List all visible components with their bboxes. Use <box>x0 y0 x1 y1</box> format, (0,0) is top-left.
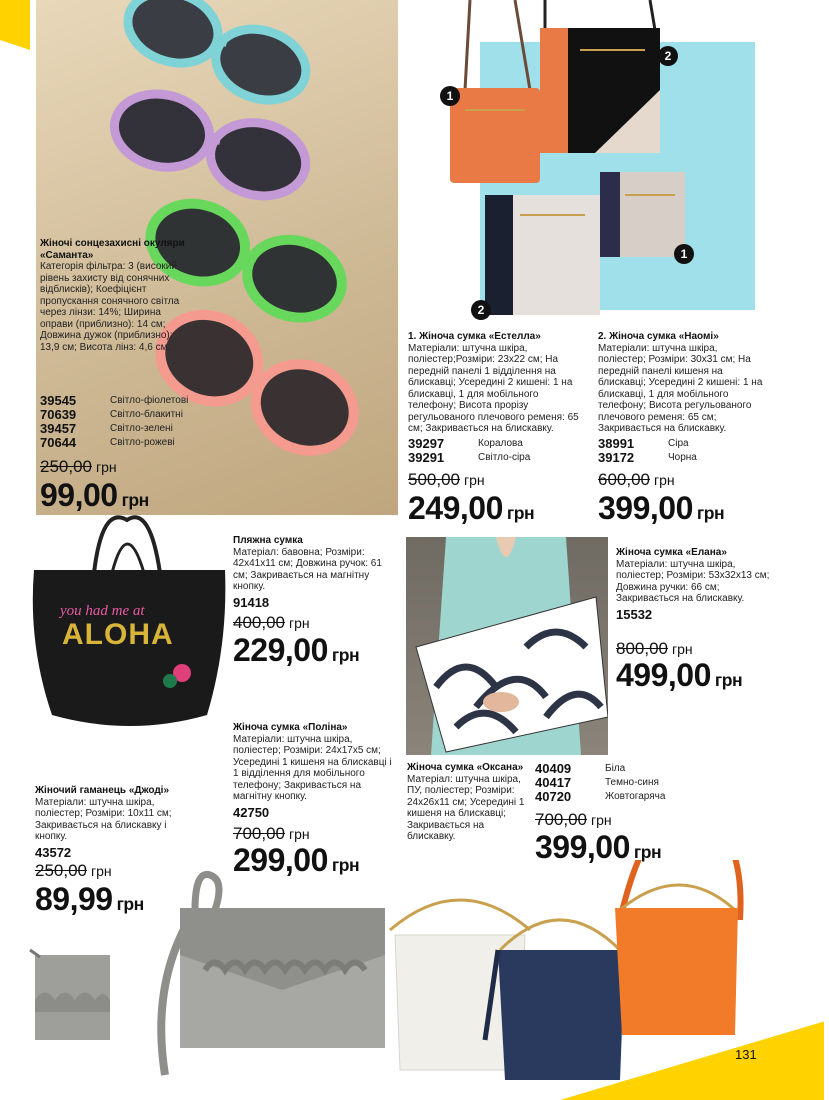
purple-sunglasses <box>106 85 314 204</box>
old-price <box>616 640 693 658</box>
new-price-value: 89,99 <box>35 881 113 917</box>
badge-number: 1 <box>674 244 694 264</box>
old-price <box>40 458 117 476</box>
yellow-corner-top <box>0 0 30 50</box>
product-code: 91418 <box>233 594 270 610</box>
variant-code: 39545 <box>40 393 77 408</box>
product-description: Матеріали: штучна шкіра, поліестер; Розміри: 10x11 см; Закривається на блискавку і кнопку. <box>35 796 172 842</box>
currency: грн <box>591 812 612 828</box>
new-price <box>598 491 724 530</box>
variant-code: 40720 <box>535 789 572 804</box>
variant-code: 39172 <box>598 449 635 465</box>
currency: грн <box>116 894 144 914</box>
jodi-wallet <box>30 950 110 1040</box>
variant-code: 70639 <box>40 407 77 422</box>
currency: грн <box>506 503 535 523</box>
oksana-variants <box>535 762 685 804</box>
old-price-value: 600,00 <box>598 470 650 489</box>
old-price-value: 700,00 <box>233 824 285 843</box>
variant-name: Світло-блакитні <box>110 409 183 420</box>
variant-name: Сіра <box>668 437 689 449</box>
currency: грн <box>331 645 360 665</box>
coral-bag <box>450 88 540 183</box>
variant-code: 40409 <box>535 761 572 776</box>
badge-number: 2 <box>471 300 491 320</box>
new-price-value: 399,00 <box>598 490 693 526</box>
currency: грн <box>331 855 360 875</box>
polina-info <box>233 722 393 820</box>
product-code: 43572 <box>35 844 72 860</box>
currency: грн <box>696 503 725 523</box>
product-title: Жіноча сумка «Оксана» <box>407 762 524 773</box>
currency: грн <box>121 490 149 510</box>
product-description: Матеріали: штучна шкіра, поліестер;Розміри: 23x22 см; На передній панелі 1 відділення на блискавці; Усередині 2 кишені: 1 на блискавці, 1 для мобільного телефону; Висота прорізу регульованого плечового ременя: 65 см; Закривається на блискавку. <box>408 342 579 434</box>
variant-name: Жовтогаряча <box>605 791 666 802</box>
elana-illustration <box>406 537 608 755</box>
variant-code: 70644 <box>40 435 77 450</box>
old-price <box>598 471 675 489</box>
oksana-orange-bag <box>615 860 741 1035</box>
old-price-value: 250,00 <box>35 861 87 880</box>
old-price <box>408 471 485 489</box>
page-number: 131 <box>735 1047 757 1062</box>
variant-code: 39291 <box>408 449 445 465</box>
product-description: Категорія фільтра: 3 (високий рівень захисту від сонячних відблисків); Коефіцієнт пропускання сонячного світла через лінзи: 14%; Ширина оправи (приблизно): 14 см; Довжина дужок (приблизно): 13,9 см; Висота лінз: 4,6 см. <box>40 261 180 353</box>
old-price <box>233 614 310 632</box>
old-price <box>233 825 310 843</box>
currency: грн <box>289 615 310 631</box>
sunglasses-variants <box>40 394 200 450</box>
variant-name: Біла <box>605 763 626 774</box>
bottom-bags-illustration <box>0 860 829 1100</box>
bag-print-line2: ALOHA <box>62 618 174 651</box>
oksana-navy-bag <box>485 920 625 1080</box>
variant-name: Чорна <box>668 451 697 463</box>
estella-info <box>408 331 588 465</box>
product-description: Матеріал: бавовна; Розміри: 42x41x11 см; Довжина ручок: 61 см; Закривається на магнітну кнопку. <box>233 546 382 592</box>
product-title: 1. Жіноча сумка «Естелла» <box>408 331 541 342</box>
currency: грн <box>91 863 112 879</box>
product-title: Жіноча сумка «Поліна» <box>233 722 348 733</box>
beach-bag-info <box>233 535 383 610</box>
new-price-value: 99,00 <box>40 477 118 513</box>
currency: грн <box>96 459 117 475</box>
old-price-value: 800,00 <box>616 639 668 658</box>
product-title: Жіноча сумка «Елана» <box>616 547 727 558</box>
currency: грн <box>633 842 662 862</box>
new-price-value: 249,00 <box>408 490 503 526</box>
variant-code: 40417 <box>535 775 572 790</box>
product-title: Жіночий гаманець «Джоді» <box>35 785 170 796</box>
product-title: Пляжна сумка <box>233 535 303 546</box>
product-title: 2. Жіноча сумка «Наомі» <box>598 331 719 342</box>
jodi-info <box>35 785 185 860</box>
product-description: Матеріали: штучна шкіра, поліестер; Розміри: 53x32x13 см; Довжина ручки: 66 см; Закривається на блискавку. <box>616 558 770 604</box>
variant-name: Світло-зелені <box>110 423 173 434</box>
elana-photo <box>406 537 608 755</box>
badge-number: 1 <box>440 86 460 106</box>
currency: грн <box>714 670 743 690</box>
new-price <box>233 633 359 672</box>
bag-print-line1: you had me at <box>60 603 145 619</box>
variant-name: Темно-синя <box>605 777 659 788</box>
variant-name: Світло-рожеві <box>110 437 175 448</box>
oksana-info <box>407 762 529 843</box>
currency: грн <box>289 826 310 842</box>
variant-code: 39297 <box>408 435 445 451</box>
product-description: Матеріал: штучна шкіра, ПУ, поліестер; Розміри: 24x26x11 см; Усередині 1 кишеня на блискавці; Закривається на блискавку. <box>407 773 525 842</box>
variant-name: Світло-фіолетові <box>110 395 189 406</box>
new-price-value: 499,00 <box>616 657 711 693</box>
shoulder-bags-illustration <box>405 0 829 320</box>
product-description: Матеріали: штучна шкіра, поліестер; Розміри: 30x31 см; На передній панелі кишеня на блискавці; Усередині 2 кишені: 1 на блискавці, 1 для мобільного телефону; Висота регульованого плечового ременя: 65 см; Закривається на блискавку. <box>598 342 763 434</box>
currency: грн <box>654 472 675 488</box>
currency: грн <box>464 472 485 488</box>
old-price <box>535 811 612 829</box>
naomi-info <box>598 331 766 465</box>
polina-clutch <box>161 874 385 1075</box>
variant-code: 39457 <box>40 421 77 436</box>
new-price <box>616 658 742 697</box>
old-price-value: 250,00 <box>40 457 92 476</box>
product-description: Матеріали: штучна шкіра, поліестер; Розміри: 24x17x5 см; Усередині 1 кишеня на блискавці і 1 відділення для мобільного телефону; Закривається на магнітну кнопку. <box>233 733 392 802</box>
variant-name: Коралова <box>478 437 523 449</box>
new-price-value: 399,00 <box>535 829 630 865</box>
variant-name: Світло-сіра <box>478 451 531 463</box>
old-price-value: 700,00 <box>535 810 587 829</box>
badge-number: 2 <box>658 46 678 66</box>
new-price <box>40 478 149 517</box>
product-code: 15532 <box>616 606 653 622</box>
old-price-value: 500,00 <box>408 470 460 489</box>
elana-info <box>616 547 776 622</box>
variant-code: 38991 <box>598 435 635 451</box>
new-price-value: 299,00 <box>233 842 328 878</box>
currency: грн <box>672 641 693 657</box>
new-price-value: 229,00 <box>233 632 328 668</box>
product-title: Жіночі сонцезахисні окуляри «Саманта» <box>40 238 185 261</box>
shoulder-bags-photo <box>405 0 829 320</box>
new-price <box>408 491 534 530</box>
old-price-value: 400,00 <box>233 613 285 632</box>
sunglasses-info <box>40 238 190 353</box>
product-code: 42750 <box>233 804 270 820</box>
